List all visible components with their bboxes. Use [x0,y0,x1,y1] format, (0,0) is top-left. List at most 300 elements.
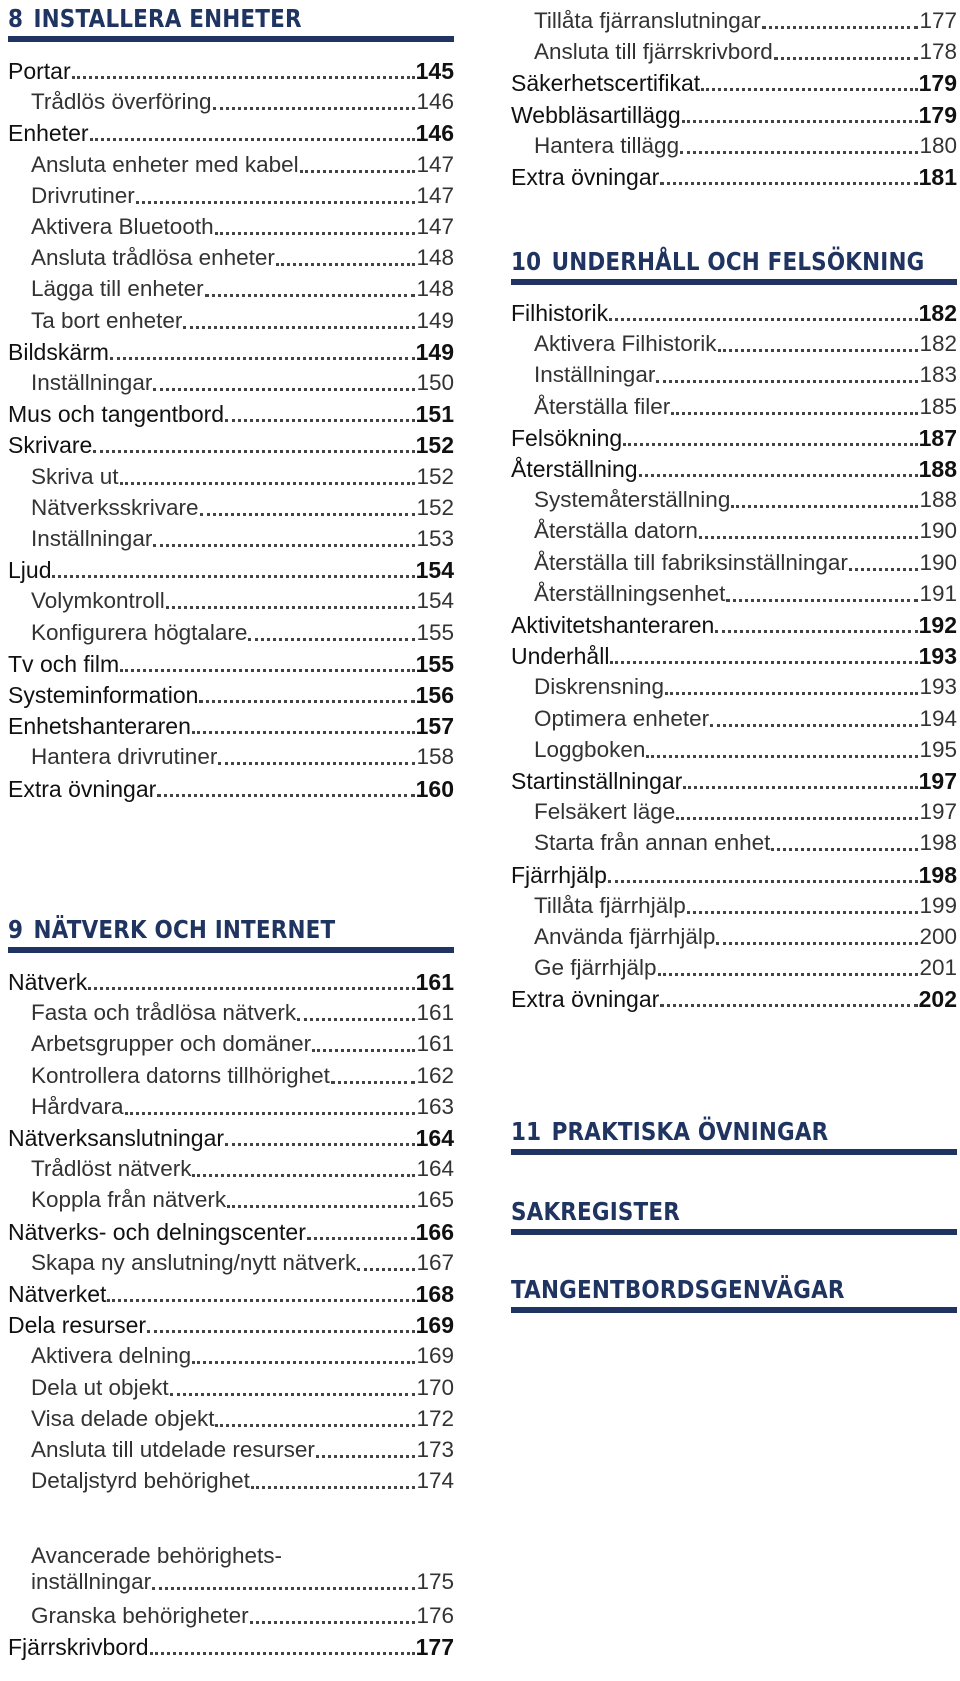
toc-entry[interactable] [31,582,454,615]
toc-entry-label: Inställningar [31,370,153,395]
section-heading-tangentbordsgenvagar [511,1275,957,1305]
toc-entry[interactable] [31,1088,454,1121]
toc-entry[interactable] [511,450,957,483]
leader-dots [660,182,917,185]
section-rule [511,1229,957,1235]
toc-entry-page: 164 [415,1125,454,1151]
toc-entry-page: 193 [918,643,957,670]
section-rule [8,947,454,953]
toc-entry-page: 167 [416,1249,454,1275]
section-title: SAKREGISTER [511,1197,680,1226]
toc-entry[interactable] [8,333,454,366]
toc-entry-page: 169 [415,1312,454,1339]
toc-entry-page: 156 [415,682,454,708]
toc-entry-page: 149 [415,338,454,365]
toc-entry-label: Dela resurser [8,1312,147,1339]
toc-entry-label: Nätverksanslutningar [8,1125,225,1151]
toc-entry-label: Nätverket [8,1281,107,1307]
toc-entry-page: 199 [919,892,957,918]
toc-entry-page: 198 [919,830,957,856]
toc-entry-page: 162 [416,1062,454,1088]
toc-entry[interactable] [31,614,454,647]
leader-dots [660,1004,917,1007]
toc-entry[interactable] [534,127,957,160]
toc-entry[interactable] [8,707,454,740]
toc-entry[interactable] [534,481,957,514]
toc-entry-page: 174 [416,1468,454,1494]
toc-entry[interactable] [31,738,454,771]
leader-dots [120,482,416,485]
toc-entry-label: Webbläsartillägg [511,101,681,128]
toc-entry-label: Extra övningar [8,775,157,802]
leader-dots [192,731,415,734]
leader-dots [276,263,416,266]
leader-dots [170,1393,416,1396]
leader-dots [701,88,917,91]
toc-entry-label: Extra övningar [511,164,660,190]
toc-entry[interactable] [8,770,454,803]
toc-entry-label: Bildskärm [8,338,109,365]
toc-entry-label: Trådlöst nätverk [31,1156,192,1182]
toc-entry-wrapped-line2[interactable] [31,1563,454,1596]
toc-entry-label: Koppla från nätverk [31,1187,227,1213]
toc-entry-wrapped-line1[interactable]: Avancerade behörighets- [31,1543,283,1568]
section-heading-sakregister [511,1197,957,1227]
toc-entry[interactable] [31,458,454,491]
leader-dots [710,724,918,727]
toc-entry-label: inställningar [31,1569,152,1594]
toc-entry-label: Hårdvara [31,1093,124,1119]
toc-entry[interactable] [534,949,957,982]
toc-entry[interactable] [31,270,454,303]
toc-entry-label: Ansluta till fjärrskrivbord [534,39,773,65]
toc-entry-page: 145 [415,58,454,84]
toc-entry-label: Felsäkert läge [534,799,676,825]
toc-entry[interactable] [511,158,957,191]
toc-entry-label: Tv och film [8,650,120,677]
toc-entry-page: 179 [918,70,957,97]
toc-entry[interactable] [31,1337,454,1370]
leader-dots [153,388,415,391]
toc-entry[interactable] [31,1025,454,1058]
toc-entry-page: 168 [415,1281,454,1307]
leader-dots [107,1299,414,1302]
toc-entry-page: 152 [416,494,454,520]
toc-entry[interactable] [8,426,454,459]
toc-entry[interactable] [534,512,957,545]
toc-entry[interactable] [8,1213,454,1246]
toc-entry-label: Volymkontroll [31,588,165,614]
section-number: 10 [511,247,542,276]
toc-entry-label: Drivrutiner [31,182,135,208]
toc-entry-page: 190 [919,549,957,575]
toc-entry-label: Aktivera Filhistorik [534,331,717,357]
leader-dots [683,786,917,789]
leader-dots [152,1587,415,1590]
section-title: UNDERHÅLL OCH FELSÖKNING [551,247,925,276]
leader-dots [136,201,416,204]
toc-entry[interactable] [31,208,454,241]
toc-entry-page: 146 [415,120,454,147]
toc-entry-label: Aktivitetshanteraren [511,612,715,638]
toc-entry-page: 176 [416,1603,454,1628]
toc-entry-page: 161 [415,969,454,995]
toc-entry-page: 164 [416,1156,454,1182]
toc-entry[interactable] [8,676,454,709]
toc-entry-page: 202 [918,986,957,1013]
section-title: PRAKTISKA ÖVNINGAR [551,1117,829,1146]
toc-entry-page: 172 [416,1405,454,1431]
section-rule [511,1307,957,1313]
toc-entry-label: Återställning [511,456,638,482]
leader-dots [849,568,919,571]
toc-entry-page: 170 [416,1374,454,1400]
section-title: NÄTVERK OCH INTERNET [33,915,336,944]
toc-entry-label: Ljud [8,557,52,584]
toc-entry[interactable] [31,1244,454,1277]
toc-entry-page: 148 [416,245,454,271]
toc-entry[interactable] [31,146,454,179]
leader-dots [774,57,919,60]
toc-entry[interactable] [8,963,454,996]
toc-entry-page: 163 [416,1093,454,1119]
leader-dots [623,443,917,446]
toc-entry[interactable] [31,1400,454,1433]
toc-entry-label: Aktivera Bluetooth [31,214,214,239]
toc-entry-page: 190 [919,518,957,544]
toc-entry[interactable] [31,1369,454,1402]
toc-entry[interactable] [31,489,454,522]
leader-dots [215,232,416,235]
toc-entry-label: Enheter [8,120,89,147]
leader-dots [166,606,416,609]
toc-entry-label: Systeminformation [8,682,199,708]
toc-entry-label: Aktivera delning [31,1343,192,1369]
leader-dots [199,700,414,703]
toc-entry[interactable] [534,2,957,35]
toc-entry[interactable] [534,388,957,421]
leader-dots [699,536,919,539]
toc-entry[interactable] [511,64,957,97]
toc-entry[interactable] [511,637,957,670]
toc-entry-page: 158 [416,744,454,770]
toc-entry-label: Loggboken [534,736,646,762]
leader-dots [150,1652,415,1655]
leader-dots [248,638,415,641]
section-rule [8,36,454,42]
toc-entry[interactable] [511,419,957,452]
section-number: 9 [8,915,24,944]
toc-entry-label: Startinställningar [511,768,683,794]
toc-entry[interactable] [8,1306,454,1339]
toc-entry-page: 154 [416,588,454,614]
toc-entry-page: 182 [918,300,957,326]
toc-entry-page: 153 [416,526,454,551]
section-heading-9 [8,915,454,945]
toc-entry-label: Detaljstyrd behörighet [31,1468,250,1494]
toc-entry-page: 161 [416,1031,454,1057]
leader-dots [639,474,918,477]
toc-entry-label: Fjärrskrivbord [8,1634,149,1661]
toc-entry-page: 147 [416,214,454,239]
leader-dots [771,848,918,851]
toc-entry[interactable] [511,96,957,129]
leader-dots [676,817,918,820]
leader-dots [157,794,414,797]
toc-entry-label: Systemåterställning [534,487,731,513]
toc-entry[interactable] [534,918,957,951]
leader-dots [215,1424,415,1427]
toc-entry-page: 197 [919,799,957,825]
leader-dots [90,138,415,141]
toc-entry[interactable] [31,364,454,397]
toc-entry-page: 193 [919,674,957,700]
toc-entry-page: 146 [416,89,454,115]
toc-entry-page: 177 [415,1634,454,1661]
toc-entry-label: Hantera drivrutiner [31,744,218,770]
toc-entry[interactable] [31,1150,454,1183]
section-rule [511,279,957,285]
leader-dots [200,513,416,516]
toc-entry-label: Ta bort enheter [31,307,183,333]
toc-entry-page: 194 [919,705,957,731]
toc-entry[interactable] [8,52,454,85]
toc-entry-label: Använda fjärrhjälp [534,924,716,949]
toc-entry[interactable] [511,980,957,1013]
leader-dots [192,1361,415,1364]
toc-entry-page: 160 [415,775,454,802]
toc-entry[interactable] [534,356,957,389]
toc-entry[interactable] [31,1181,454,1214]
toc-entry[interactable] [534,887,957,920]
section-title: INSTALLERA ENHETER [33,4,302,33]
toc-entry-label: Starta från annan enhet [534,830,771,856]
toc-entry[interactable] [534,325,957,358]
toc-entry-page: 188 [919,487,957,513]
toc-entry-page: 191 [919,580,957,606]
toc-entry-page: 166 [415,1218,454,1245]
section-heading-8 [8,4,454,34]
toc-entry[interactable] [8,395,454,428]
toc-entry[interactable] [534,668,957,701]
leader-dots [205,294,416,297]
toc-entry[interactable] [31,1462,454,1495]
toc-entry[interactable] [534,824,957,857]
toc-entry[interactable] [8,551,454,584]
toc-entry-label: Inställningar [31,526,153,551]
leader-dots [608,880,918,883]
toc-entry[interactable] [534,544,957,577]
toc-entry[interactable] [8,1275,454,1308]
leader-dots [609,318,918,321]
toc-entry-label: Underhåll [511,643,610,670]
toc-entry[interactable] [31,1431,454,1464]
toc-entry-page: 147 [416,182,454,208]
leader-dots [656,380,918,383]
toc-entry-page: 154 [415,557,454,584]
section-rule [511,1149,957,1155]
leader-dots [731,505,918,508]
toc-entry-label: Återställa datorn [534,518,698,544]
toc-entry[interactable] [31,1597,454,1630]
leader-dots [316,1455,416,1458]
toc-entry-page: 152 [416,463,454,489]
leader-dots [762,26,919,29]
toc-entry[interactable] [8,645,454,678]
toc-entry-label: Nätverksskrivare [31,494,199,520]
toc-entry-label: Enhetshanteraren [8,713,191,740]
toc-entry-label: Dela ut objekt [31,1374,169,1400]
toc-entry[interactable] [8,114,454,147]
toc-entry[interactable] [31,302,454,335]
toc-entry-label: Skapa ny anslutning/nytt nätverk [31,1249,357,1275]
toc-entry-page: 200 [919,924,957,949]
leader-dots [312,1049,415,1052]
leader-dots [718,349,919,352]
leader-dots [218,762,415,765]
leader-dots [88,987,414,990]
toc-entry-page: 148 [416,276,454,302]
toc-entry-page: 151 [415,401,454,428]
leader-dots [610,661,917,664]
toc-entry-label: Nätverks- och delningscenter [8,1218,306,1245]
section-number: 8 [8,4,24,33]
toc-entry[interactable] [534,793,957,826]
toc-entry-page: 181 [918,164,957,190]
toc-entry[interactable] [511,294,957,327]
leader-dots [125,1112,416,1115]
section-number: 11 [511,1117,542,1146]
toc-entry-label: Inställningar [534,362,656,388]
leader-dots [716,942,918,945]
toc-entry[interactable] [31,239,454,272]
toc-entry[interactable] [8,1628,454,1661]
toc-entry[interactable] [8,1119,454,1152]
toc-entry[interactable] [534,700,957,733]
toc-entry[interactable] [31,520,454,553]
toc-entry-label: Fasta och trådlösa nätverk [31,1000,297,1026]
toc-entry-label: Lägga till enheter [31,276,204,302]
toc-entry-page: 155 [416,619,454,645]
toc-entry-label: Felsökning [511,424,623,451]
leader-dots [357,1268,415,1271]
toc-entry-label: Arbetsgrupper och domäner [31,1031,312,1057]
section-title: TANGENTBORDSGENVÄGAR [511,1275,845,1304]
toc-entry-page: 198 [918,861,957,888]
toc-entry-label: Skriva ut [31,463,119,489]
toc-entry-label: Extra övningar [511,986,660,1013]
toc-entry[interactable] [31,83,454,116]
leader-dots [225,1143,415,1146]
toc-entry-label: Ansluta enheter med kabel [31,151,299,177]
toc-entry[interactable] [534,575,957,608]
toc-entry-label: Visa delade objekt [31,1405,215,1431]
toc-entry-page: 150 [416,370,454,395]
toc-entry[interactable] [534,33,957,66]
toc-entry-page: 201 [919,955,957,981]
toc-entry-page: 149 [416,307,454,333]
toc-entry-label: Hantera tillägg [534,132,680,158]
toc-entry-label: Skrivare [8,432,93,459]
toc-entry-label: Återställa filer [534,393,671,419]
leader-dots [250,1621,416,1624]
toc-entry-label: Tillåta fjärranslutningar [534,8,761,33]
toc-entry-page: 157 [415,713,454,740]
toc-entry-page: 165 [416,1187,454,1213]
leader-dots [300,170,416,173]
toc-entry-page: 183 [919,362,957,388]
toc-entry-label: Ansluta trådlösa enheter [31,245,275,271]
toc-entry-page: 192 [918,612,957,638]
toc-entry-label: Granska behörigheter [31,1603,249,1628]
toc-entry-page: 169 [416,1343,454,1369]
leader-dots [680,151,918,154]
leader-dots [192,1174,415,1177]
leader-dots [331,1081,416,1084]
toc-entry[interactable] [31,177,454,210]
toc-entry-label: Ansluta till utdelade resurser [31,1437,315,1462]
toc-entry-label: Filhistorik [511,300,609,326]
toc-entry-page: 161 [416,1000,454,1026]
toc-entry-page: 180 [919,132,957,158]
toc-entry-label: Säkerhetscertifikat [511,70,701,97]
toc-entry[interactable] [31,1057,454,1090]
leader-dots [726,599,918,602]
toc-entry-page: 152 [415,432,454,459]
toc-entry-label: Nätverk [8,969,88,995]
toc-entry[interactable] [511,856,957,889]
toc-entry-label: Mus och tangentbord [8,401,225,428]
toc-entry-page: 178 [919,39,957,65]
leader-dots [687,911,919,914]
toc-entry-page: 188 [918,456,957,482]
leader-dots [251,1486,416,1489]
toc-entry-page: 185 [919,393,957,419]
toc-entry-label: Kontrollera datorns tillhörighet [31,1062,330,1088]
leader-dots [213,107,416,110]
leader-dots [682,120,918,123]
leader-dots [665,692,918,695]
toc-entry[interactable] [31,994,454,1027]
leader-dots [225,419,415,422]
leader-dots [297,1018,415,1021]
toc-entry-label: Tillåta fjärrhjälp [534,892,686,918]
leader-dots [658,973,919,976]
toc-entry-page: 147 [416,151,454,177]
toc-entry-page: 187 [918,424,957,451]
leader-dots [120,669,414,672]
leader-dots [646,755,918,758]
toc-entry[interactable] [511,606,957,639]
toc-entry-page: 195 [919,736,957,762]
leader-dots [307,1237,415,1240]
section-heading-10 [511,247,957,277]
leader-dots [52,575,414,578]
toc-entry-label: Diskrensning [534,674,665,700]
toc-entry[interactable] [511,762,957,795]
section-heading-11 [511,1117,957,1147]
toc-entry-label: Portar [8,58,71,84]
toc-entry[interactable] [534,731,957,764]
leader-dots [153,544,415,547]
leader-dots [72,76,415,79]
toc-entry-label: Konfigurera högtalare [31,619,248,645]
leader-dots [110,357,415,360]
leader-dots [183,326,415,329]
toc-entry-label: Optimera enheter [534,705,710,731]
toc-entry-page: 173 [416,1437,454,1462]
toc-entry-label: Trådlös överföring [31,89,212,115]
